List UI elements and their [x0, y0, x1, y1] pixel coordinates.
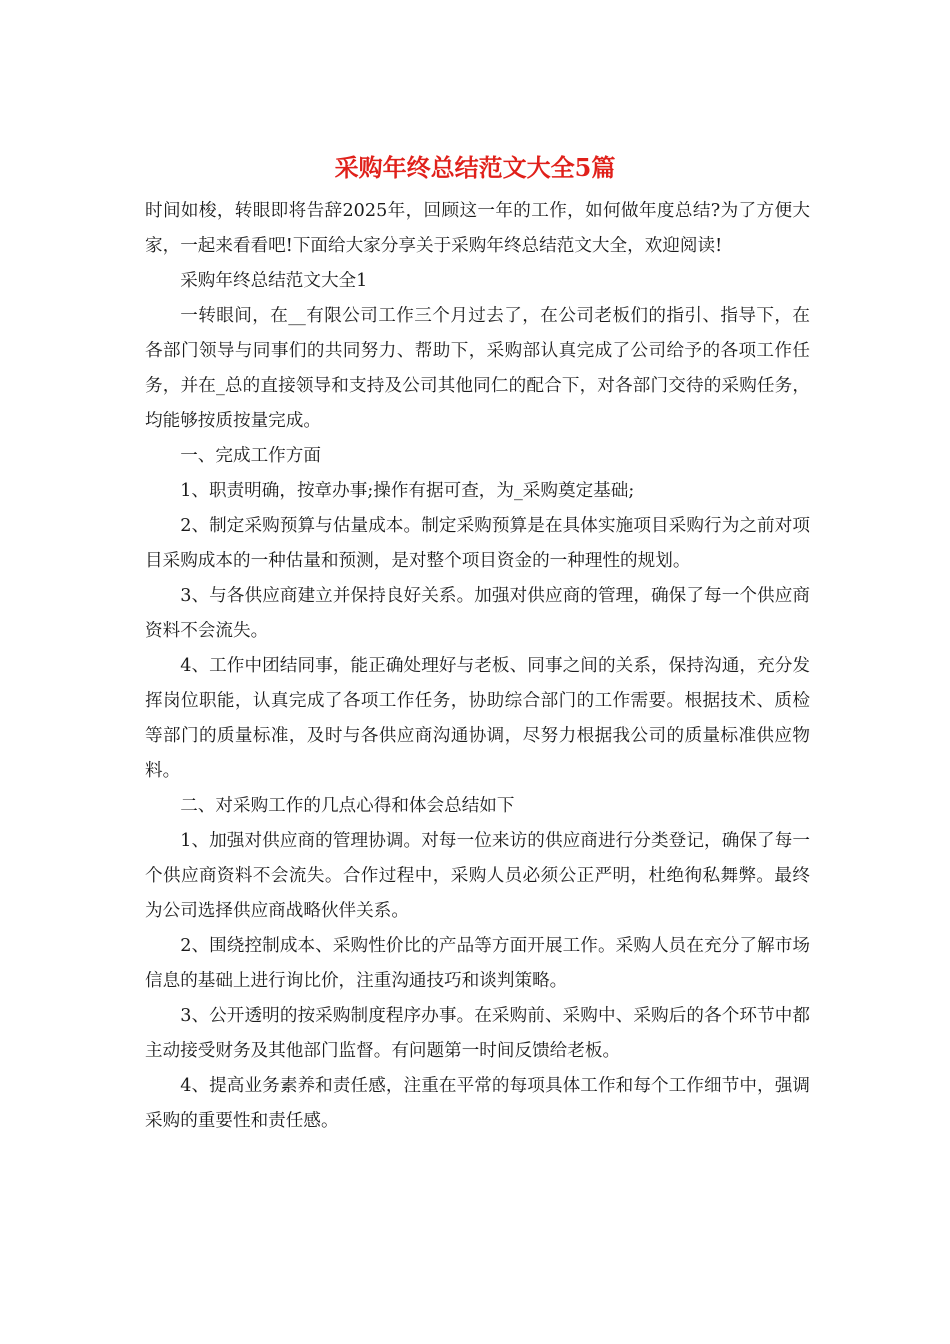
list-item: 2、围绕控制成本、采购性价比的产品等方面开展工作。采购人员在充分了解市场信息的基础上进行询比价，注重沟通技巧和谈判策略。 [145, 936, 810, 991]
paragraph: 一转眼间，在__有限公司工作三个月过去了，在公司老板们的指引、指导下，在各部门领导与同事们的共同努力、帮助下，采购部认真完成了公司给予的各项工作任务，并在_总的直接领导和支持及公司其他同仁的配合下，对各部门交待的采购任务，均能够按质按量完成。 [145, 306, 810, 431]
section-heading: 一、完成工作方面 [180, 446, 321, 466]
list-item: 1、职责明确，按章办事;操作有据可查，为_采购奠定基础; [180, 481, 635, 501]
list-item: 2、制定采购预算与估量成本。制定采购预算是在具体实施项目采购行为之前对项目采购成本的一种估量和预测，是对整个项目资金的一种理性的规划。 [145, 516, 810, 571]
document-body [145, 194, 810, 1139]
list-item: 4、提高业务素养和责任感，注重在平常的每项具体工作和每个工作细节中，强调采购的重要性和责任感。 [145, 1076, 810, 1131]
list-item: 1、加强对供应商的管理协调。对每一位来访的供应商进行分类登记，确保了每一个供应商资料不会流失。合作过程中，采购人员必须公正严明，杜绝徇私舞弊。最终为公司选择供应商战略伙伴关系。 [145, 831, 810, 921]
document-title: 采购年终总结范文大全5篇 [334, 153, 616, 182]
list-item: 3、与各供应商建立并保持良好关系。加强对供应商的管理，确保了每一个供应商资料不会流失。 [145, 586, 810, 641]
paragraph: 时间如梭，转眼即将告辞2025年，回顾这一年的工作，如何做年度总结?为了方便大家，一起来看看吧!下面给大家分享关于采购年终总结范文大全，欢迎阅读! [145, 201, 810, 256]
section-heading: 采购年终总结范文大全1 [180, 271, 368, 291]
section-heading: 二、对采购工作的几点心得和体会总结如下 [180, 796, 515, 816]
list-item: 3、公开透明的按采购制度程序办事。在采购前、采购中、采购后的各个环节中都主动接受财务及其他部门监督。有问题第一时间反馈给老板。 [145, 1006, 810, 1061]
list-item: 4、工作中团结同事，能正确处理好与老板、同事之间的关系，保持沟通，充分发挥岗位职能，认真完成了各项工作任务，协助综合部门的工作需要。根据技术、质检等部门的质量标准，及时与各供应商沟通协调，尽努力根据我公司的质量标准供应物料。 [145, 656, 810, 781]
